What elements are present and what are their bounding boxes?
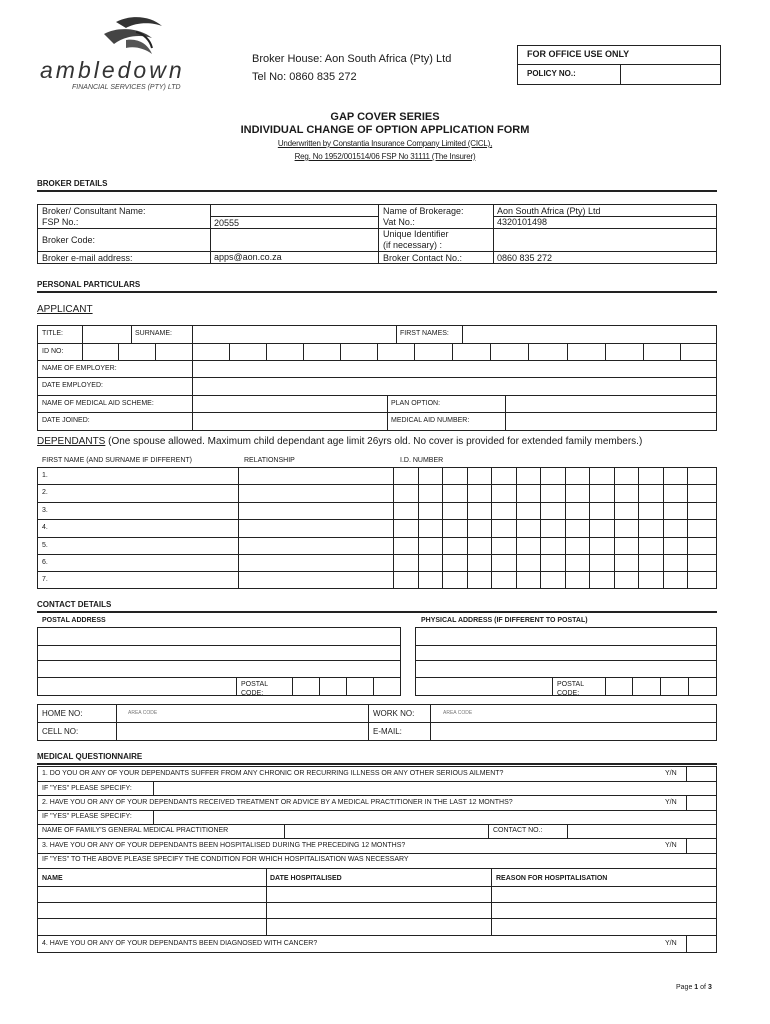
postal-address-heading: POSTAL ADDRESS: [42, 617, 106, 624]
page-total: 3: [707, 984, 712, 991]
physical-address-heading: PHYSICAL ADDRESS (IF DIFFERENT TO POSTAL): [421, 617, 588, 624]
dependant-row-number: 2.: [42, 489, 48, 496]
dependant-name-field[interactable]: [52, 520, 237, 535]
unique-identifier-label: Unique Identifier: [383, 229, 449, 239]
broker-code-field[interactable]: [211, 229, 377, 250]
dependant-row-number: 4.: [42, 524, 48, 531]
vat-label: Vat No.:: [383, 217, 415, 227]
hosp-col-reason: REASON FOR HOSPITALISATION: [496, 875, 608, 882]
gp-contact-label: CONTACT NO.:: [493, 827, 543, 834]
cell-no-field[interactable]: [117, 723, 367, 740]
registration-text: Reg. No 1952/001514/06 FSP No 31111 (The Insurer): [294, 152, 476, 161]
policy-no-label: POLICY NO.:: [527, 69, 576, 78]
dependant-name-field[interactable]: [52, 572, 237, 587]
fsp-value[interactable]: 20555: [214, 218, 240, 228]
title-label: TITLE:: [42, 330, 64, 337]
physical-address-line-2[interactable]: [416, 646, 716, 659]
dependants-title: DEPENDANTS: [37, 436, 106, 447]
email-label: E-MAIL:: [373, 727, 402, 736]
postal-address-line-1[interactable]: [38, 628, 400, 644]
gp-contact-field[interactable]: [568, 825, 716, 837]
date-employed-label: DATE EMPLOYED:: [42, 382, 103, 389]
work-no-label: WORK NO:: [373, 709, 415, 718]
dependants-note: (One spouse allowed. Maximum child dependant age limit 26yrs old. No cover is provided for extended family members.): [105, 436, 643, 447]
dependant-name-field[interactable]: [52, 485, 237, 500]
medical-q2: 2. HAVE YOU OR ANY OF YOUR DEPENDANTS RECEIVED TREATMENT OR ADVICE BY A MEDICAL PRACTITIONER IN THE LAST 12 MONTHS?: [42, 799, 513, 806]
bird-logo-icon: [96, 14, 178, 58]
medical-q2-specify-field[interactable]: [154, 811, 716, 823]
home-no-label: HOME NO:: [42, 709, 83, 718]
vat-value[interactable]: 4320101498: [497, 217, 548, 227]
medical-q4-answer[interactable]: [687, 936, 716, 952]
dependant-row-number: 1.: [42, 472, 48, 479]
medical-aid-label: NAME OF MEDICAL AID SCHEME:: [42, 400, 154, 407]
first-names-label: FIRST NAMES:: [400, 330, 449, 337]
medical-q1-answer[interactable]: [687, 767, 716, 780]
broker-contact-value[interactable]: 0860 835 272: [497, 253, 553, 263]
dependant-relationship-field[interactable]: [239, 538, 392, 553]
dependant-relationship-field[interactable]: [239, 555, 392, 570]
dependant-row-number: 7.: [42, 576, 48, 583]
medical-q2-answer[interactable]: [687, 796, 716, 809]
hosp-col-name: NAME: [42, 875, 63, 882]
broker-email-label: Broker e-mail address:: [42, 253, 133, 263]
title-field[interactable]: [83, 326, 130, 342]
dependant-name-field[interactable]: [52, 538, 237, 553]
medical-q1-specify-field[interactable]: [154, 782, 716, 794]
medical-q2-yn: Y/N: [665, 799, 677, 806]
plan-option-field[interactable]: [506, 396, 716, 411]
dep-col-relationship: RELATIONSHIP: [244, 457, 295, 464]
work-area-code-hint[interactable]: AREA CODE: [443, 710, 473, 716]
medical-q1: 1. DO YOU OR ANY OF YOUR DEPENDANTS SUFFER FROM ANY CHRONIC OR RECURRING ILLNESS OR ANY OTHER SERIOUS AILMENT?: [42, 770, 504, 777]
home-area-code-hint[interactable]: AREA CODE: [128, 710, 158, 716]
dep-col-name: FIRST NAME (AND SURNAME IF DIFFERENT): [42, 457, 192, 464]
page-current: 1: [694, 984, 699, 991]
physical-address-line-1[interactable]: [416, 628, 716, 644]
broker-contact-label: Broker Contact No.:: [383, 253, 463, 263]
medical-q3-yn: Y/N: [665, 842, 677, 849]
broker-email-value[interactable]: apps@aon.co.za: [214, 252, 282, 262]
applicant-heading: APPLICANT: [37, 304, 93, 315]
dependant-row-number: 6.: [42, 559, 48, 566]
dependant-relationship-field[interactable]: [239, 503, 392, 518]
medical-q3: 3. HAVE YOU OR ANY OF YOUR DEPENDANTS BEEN HOSPITALISED DURING THE PRECEDING 12 MONTHS?: [42, 842, 406, 849]
employer-field[interactable]: [193, 361, 716, 376]
form-series-title: GAP COVER SERIES: [330, 111, 440, 123]
postal-address-line-2[interactable]: [38, 646, 400, 659]
medical-aid-number-field[interactable]: [506, 413, 716, 430]
gp-name-field[interactable]: [285, 825, 487, 837]
physical-code-label-line-1: POSTAL: [557, 681, 585, 688]
dependant-relationship-field[interactable]: [239, 520, 392, 535]
page-number: [676, 984, 712, 991]
date-joined-label: DATE JOINED:: [42, 417, 90, 424]
medical-q4-yn: Y/N: [665, 940, 677, 947]
surname-field[interactable]: [193, 326, 395, 342]
dependants-heading: [37, 436, 642, 447]
underwritten-text: Underwritten by Constantia Insurance Company Limited (CICL),: [277, 139, 493, 148]
hosp-row-2[interactable]: [38, 903, 716, 917]
dependant-name-field[interactable]: [52, 555, 237, 570]
hosp-row-1[interactable]: [38, 887, 716, 901]
consultant-name-label: Broker/ Consultant Name:: [42, 206, 146, 216]
id-no-label: ID NO:: [42, 348, 64, 355]
postal-code-label-line-2: CODE:: [241, 690, 264, 697]
fsp-label: FSP No.:: [42, 217, 79, 227]
gp-name-label: NAME OF FAMILY'S GENERAL MEDICAL PRACTITIONER: [42, 827, 229, 834]
cell-no-label: CELL NO:: [42, 727, 79, 736]
date-joined-field[interactable]: [193, 413, 386, 430]
hosp-col-date: DATE HOSPITALISED: [270, 875, 342, 882]
surname-label: SURNAME:: [135, 330, 172, 337]
logo-sub-text: FINANCIAL SERVICES (PTY) LTD: [72, 84, 181, 91]
personal-particulars-heading: PERSONAL PARTICULARS: [37, 280, 141, 289]
medical-questionnaire-heading: MEDICAL QUESTIONNAIRE: [37, 752, 143, 761]
contact-details-heading: CONTACT DETAILS: [37, 600, 112, 609]
date-employed-field[interactable]: [193, 378, 716, 394]
brokerage-value[interactable]: Aon South Africa (Pty) Ltd: [497, 206, 601, 216]
physical-code-label-line-2: CODE:: [557, 690, 580, 697]
dependant-relationship-field[interactable]: [239, 485, 392, 500]
dependant-name-field[interactable]: [52, 503, 237, 518]
medical-aid-field[interactable]: [193, 396, 386, 411]
broker-details-heading: BROKER DETAILS: [37, 179, 108, 188]
brokerage-label: Name of Brokerage:: [383, 206, 464, 216]
unique-identifier-field[interactable]: [494, 229, 716, 250]
dep-col-id: I.D. NUMBER: [400, 457, 444, 464]
policy-no-field[interactable]: [621, 65, 720, 84]
dependant-name-field[interactable]: [52, 468, 237, 483]
form-title: INDIVIDUAL CHANGE OF OPTION APPLICATION FORM: [240, 124, 530, 136]
page-of: of: [698, 984, 708, 991]
physical-address-line-3[interactable]: [416, 661, 716, 676]
medical-q3-answer[interactable]: [687, 839, 716, 852]
company-logo: [38, 14, 208, 96]
medical-aid-number-label: MEDICAL AID NUMBER:: [391, 417, 470, 424]
postal-address-line-3[interactable]: [38, 661, 400, 676]
office-use-label: FOR OFFICE USE ONLY: [527, 49, 630, 59]
unique-identifier-label-2: (if necessary) :: [383, 240, 443, 250]
plan-option-label: PLAN OPTION:: [391, 400, 441, 407]
page-prefix: Page: [676, 984, 695, 991]
medical-q1-specify: IF "YES" PLEASE SPECIFY:: [42, 785, 132, 792]
hosp-row-3[interactable]: [38, 919, 716, 934]
postal-code-label-line-1: POSTAL: [241, 681, 269, 688]
physical-code-label: [557, 680, 584, 698]
postal-code-label: [241, 680, 268, 698]
dependant-row-number: 5.: [42, 542, 48, 549]
medical-q1-yn: Y/N: [665, 770, 677, 777]
medical-q3-specify: IF "YES" TO THE ABOVE PLEASE SPECIFY THE CONDITION FOR WHICH HOSPITALISATION WAS NECESSARY: [42, 856, 409, 863]
broker-tel: Tel No: 0860 835 272: [252, 71, 357, 83]
medical-q4: 4. HAVE YOU OR ANY OF YOUR DEPENDANTS BEEN DIAGNOSED WITH CANCER?: [42, 940, 318, 947]
broker-code-label: Broker Code:: [42, 235, 96, 245]
email-field[interactable]: [431, 723, 716, 740]
employer-label: NAME OF EMPLOYER:: [42, 365, 117, 372]
consultant-name-field[interactable]: [211, 205, 377, 215]
dependant-relationship-field[interactable]: [239, 572, 392, 587]
dependant-row-number: 3.: [42, 507, 48, 514]
logo-brand-text: ambledown: [40, 57, 185, 83]
dependant-relationship-field[interactable]: [239, 468, 392, 483]
medical-q2-specify: IF "YES" PLEASE SPECIFY:: [42, 813, 132, 820]
broker-house: Broker House: Aon South Africa (Pty) Ltd: [252, 53, 452, 65]
first-names-field[interactable]: [463, 326, 716, 342]
